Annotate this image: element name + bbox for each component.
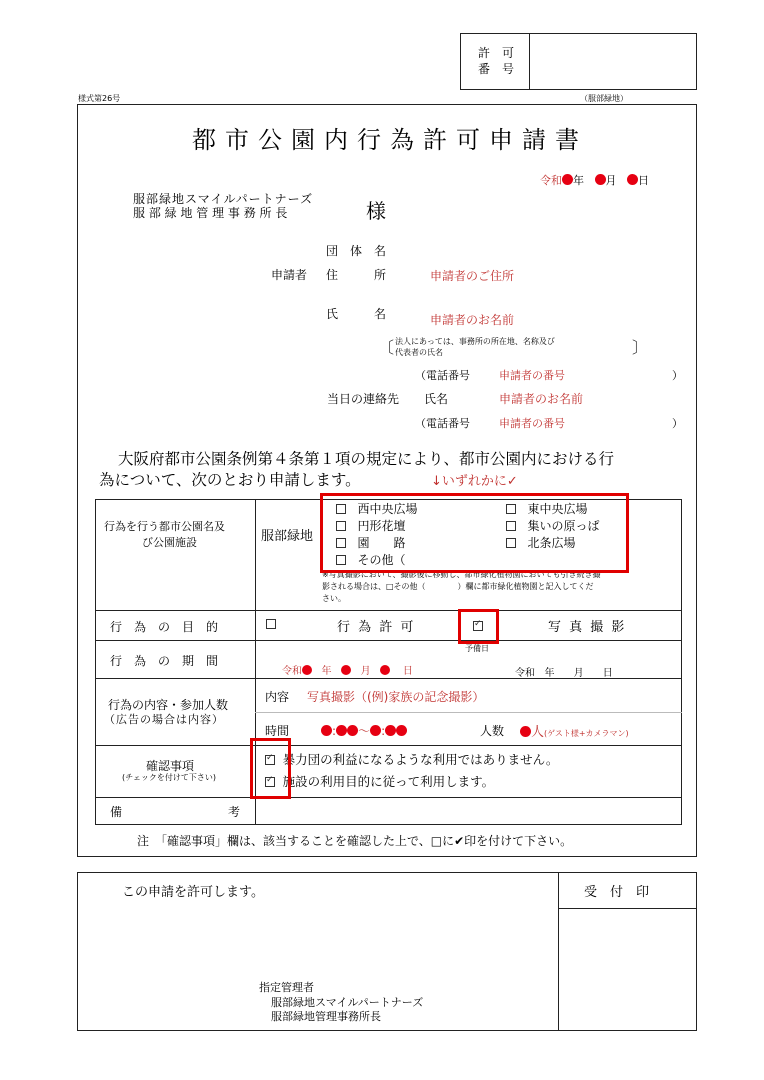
facility-label: 園 路: [357, 536, 406, 550]
application-date: [540, 172, 649, 188]
spare-month-label: 月: [573, 668, 584, 679]
spare-date[interactable]: [515, 664, 613, 679]
people-field[interactable]: [520, 721, 629, 740]
row-divider-4: [95, 745, 682, 746]
page-title: 都市公園内行為許可申請書: [192, 126, 588, 154]
time-dot-icon: [347, 725, 358, 736]
time-sep: :: [381, 724, 386, 738]
park-name: 服部緑地: [261, 529, 314, 544]
people-note: (ゲスト様+カメラマン): [544, 729, 629, 738]
confirm-item-1[interactable]: [265, 772, 494, 790]
day-contact-name-field[interactable]: 申請者のお名前: [499, 392, 584, 406]
day-dot-icon[interactable]: [627, 174, 638, 185]
remarks-label-left: 備: [110, 805, 123, 819]
content-label-line1: 行為の内容・参加人数: [108, 698, 229, 712]
park-note-line3: さい。: [322, 594, 346, 603]
confirm-item-0[interactable]: [265, 750, 558, 768]
day-contact-phone-label: （電話番号: [415, 417, 470, 430]
addressee-line1: 服部緑地スマイルパートナーズ: [133, 192, 314, 206]
period-year-dot-icon: [302, 665, 312, 675]
day-contact-phone-field[interactable]: 申請者の番号: [499, 417, 565, 430]
confirm-item-text: 施設の利用目的に従って利用します。: [282, 774, 495, 789]
manager-label: 指定管理者: [259, 981, 314, 994]
park-note-line2: 影される場合は、□その他（ ）欄に都市緑化植物園と記入してくだ: [322, 582, 594, 591]
period-date[interactable]: [282, 662, 413, 677]
time-dot-icon: [385, 725, 396, 736]
time-dot-icon: [370, 725, 381, 736]
address-label: 住 所: [326, 268, 387, 282]
facility-label: 東中央広場: [527, 502, 588, 516]
stamp-label: 受 付 印: [584, 885, 650, 900]
purpose-highlight-box: [458, 609, 499, 644]
period-label: 行 為 の 期 間: [110, 654, 219, 668]
applicant-section-label: 申請者: [271, 268, 308, 282]
purpose-photo-label: 写 真 撮 影: [548, 620, 627, 635]
select-one-hint: ↓いずれかに✓: [431, 474, 518, 489]
content-field-label: 内容: [265, 690, 290, 704]
manager-line1: 服部緑地スマイルパートナーズ: [271, 996, 424, 1009]
corp-note-bracket-open: 〔: [378, 338, 395, 357]
date-year-label: 年: [573, 174, 584, 187]
park-note-line1: ※写真撮影において、撮影後に移動し、都市緑化植物園においても引き続き撮: [322, 570, 601, 579]
park-label-line2: び公園施設: [142, 536, 197, 549]
applicant-phone-field[interactable]: 申請者の番号: [499, 369, 565, 382]
applicant-name-field[interactable]: 申請者のお名前: [430, 313, 515, 327]
period-year-label: 年: [321, 666, 332, 677]
time-dot-icon: [321, 725, 332, 736]
day-contact-name-label: 氏名: [424, 392, 449, 406]
spare-era: 令和: [515, 668, 535, 679]
form-number: 様式第26号: [78, 94, 121, 103]
row-divider-5: [95, 797, 682, 798]
confirm-label: 確認事項: [146, 759, 195, 773]
phone-label: （電話番号: [415, 369, 470, 382]
facility-label: 西中央広場: [357, 502, 418, 516]
time-field[interactable]: [321, 722, 407, 739]
people-label: 人数: [480, 724, 505, 738]
manager-line2: 服部緑地管理事務所長: [271, 1010, 381, 1023]
spare-year-label: 年: [544, 668, 555, 679]
stamp-header-divider: [558, 908, 697, 909]
day-contact-phone-close: ）: [672, 417, 683, 430]
year-dot-icon[interactable]: [562, 174, 573, 185]
period-month-dot-icon: [341, 665, 351, 675]
content-label-line2: （広告の場合は内容）: [104, 713, 224, 726]
name-label: 氏 名: [326, 307, 387, 321]
date-month-label: 月: [605, 174, 617, 187]
day-contact-label: 当日の連絡先: [327, 392, 400, 406]
permit-label-line2: 番 号: [478, 62, 515, 76]
facility-label: 北条広場: [527, 536, 576, 550]
purpose-label: 行 為 の 目 的: [110, 620, 219, 634]
park-tag: （服部緑地）: [580, 94, 628, 103]
time-sep: :: [332, 724, 337, 738]
facility-highlight-box: [320, 493, 629, 573]
facility-label: 集いの原っぱ: [527, 519, 600, 533]
phone-close: ）: [672, 369, 683, 382]
facility-label: 円形花壇: [357, 519, 406, 533]
corp-note-line2: 代表者の氏名: [395, 348, 443, 357]
facility-label: その他（: [357, 553, 406, 567]
park-label-line1: 行為を行う都市公園名及: [104, 520, 225, 533]
spare-day-label: 日: [602, 668, 613, 679]
row-divider-2: [95, 640, 682, 641]
remarks-field[interactable]: [257, 799, 680, 823]
remarks-label-right: 考: [228, 805, 241, 819]
corp-note-bracket-close: 〕: [632, 338, 649, 357]
addressee-line2: 服 部 緑 地 管 理 事 務 所 長: [133, 206, 288, 220]
permit-number-field[interactable]: [531, 35, 695, 88]
permit-label-line1: 許 可: [478, 46, 515, 60]
approval-text: この申請を許可します。: [122, 885, 264, 900]
people-unit: 人: [531, 725, 545, 740]
spare-day-label: 予備日: [465, 644, 489, 653]
intro-line1: 大阪府都市公園条例第４条第１項の規定により、都市公園内における行: [118, 450, 615, 468]
purpose-option-permit[interactable]: [266, 617, 276, 631]
address-field[interactable]: 申請者のご住所: [430, 269, 515, 283]
period-month-label: 月: [360, 666, 371, 677]
period-day-label: 日: [402, 666, 413, 677]
time-dot-icon: [336, 725, 347, 736]
row-divider-1: [95, 610, 682, 611]
permit-box-divider: [529, 33, 530, 90]
corp-note-line1: 法人にあっては、事務所の所在地、名称及び: [395, 337, 555, 346]
period-era: 令和: [282, 666, 302, 677]
month-dot-icon[interactable]: [595, 174, 606, 185]
confirm-sub-label: (チェックを付けて下さい): [122, 773, 217, 782]
confirm-highlight-box: [250, 738, 291, 799]
stamp-area[interactable]: [560, 910, 695, 1029]
approval-divider: [558, 872, 559, 1031]
group-name-label: 団 体 名: [326, 244, 387, 258]
period-day-dot-icon: [380, 665, 390, 675]
confirm-item-text: 暴力団の利益になるような利用ではありません。: [282, 752, 559, 767]
time-dot-icon: [396, 725, 407, 736]
people-dot-icon: [520, 726, 531, 737]
group-name-field[interactable]: [425, 240, 675, 258]
addressee-honorific: 様: [366, 199, 386, 223]
checkbox-icon[interactable]: [266, 619, 276, 629]
date-day-label: 日: [638, 174, 649, 187]
footnote: 注 「確認事項」欄は、該当することを確認した上で、□に✔印を付けて下さい。: [137, 834, 573, 848]
content-inner-divider: [255, 712, 682, 713]
time-tilde: ～: [358, 724, 371, 738]
purpose-permit-label: 行 為 許 可: [337, 620, 416, 635]
date-era: 令和: [540, 174, 562, 187]
intro-line2: 為について、次のとおり申請します。: [99, 471, 361, 489]
time-label: 時間: [265, 724, 290, 738]
content-field[interactable]: 写真撮影（(例)家族の記念撮影）: [307, 690, 485, 704]
